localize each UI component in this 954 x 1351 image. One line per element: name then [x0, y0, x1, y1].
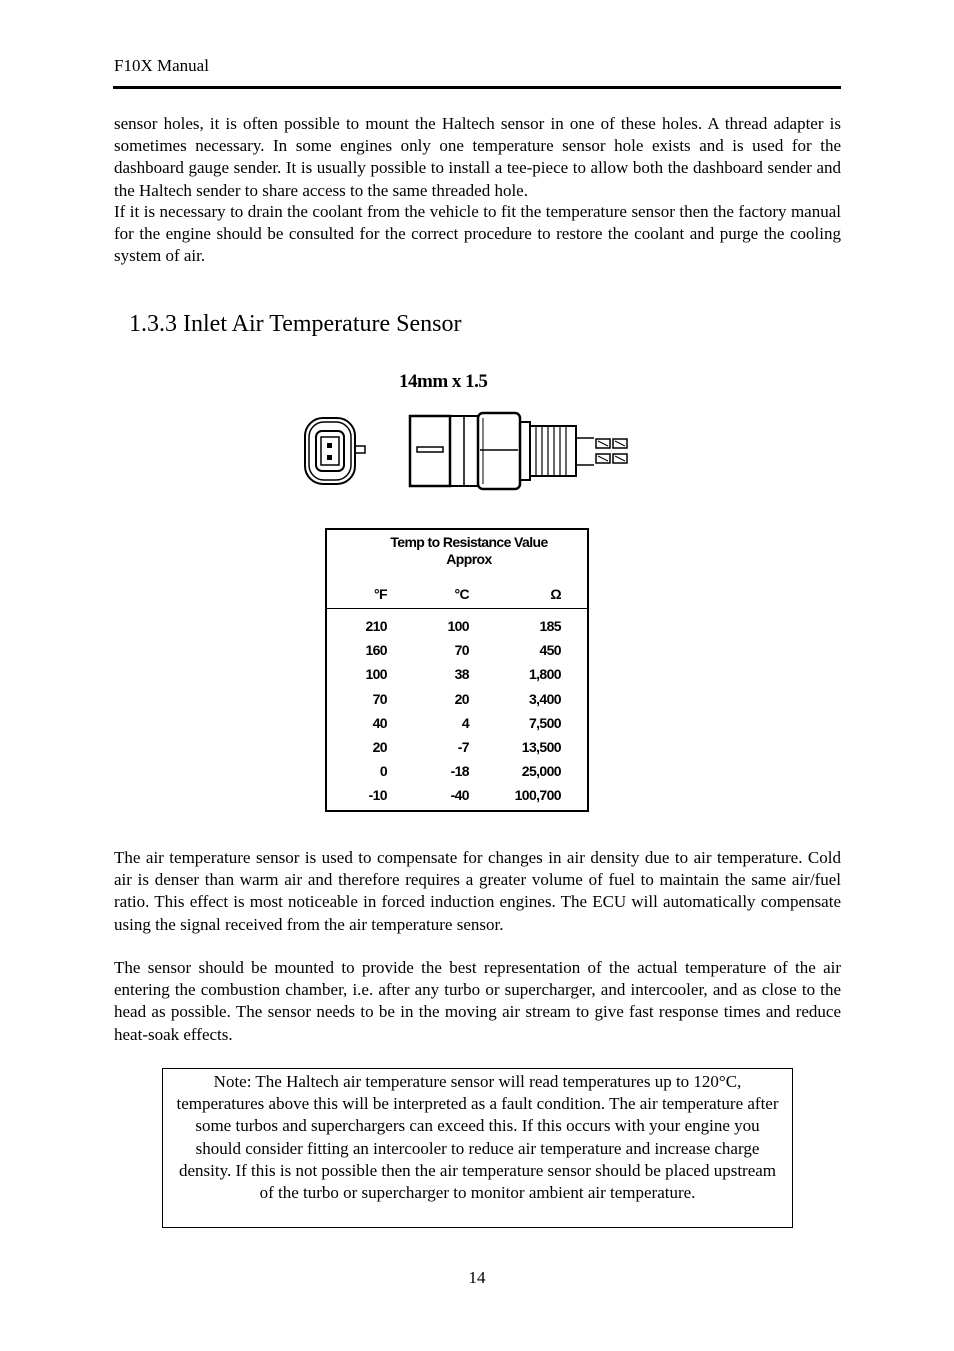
cell-fahrenheit: 100 [365, 666, 387, 683]
connector-end-view [305, 418, 365, 484]
cell-celsius: 38 [454, 666, 469, 683]
table-row [327, 715, 587, 739]
cell-fahrenheit: 210 [365, 618, 387, 634]
table-row [327, 642, 587, 666]
table-row [327, 691, 587, 715]
cell-fahrenheit: 160 [365, 642, 387, 659]
resistance-table [325, 528, 589, 812]
cell-fahrenheit: 40 [372, 714, 387, 731]
body-paragraph-1: The air temperature sensor is used to compensate for changes in air density due to air temperature. Cold air is denser than warm air and therefore requires a greater volume of fuel to maintain the same air/fuel ratio. This effect is most noticeable in forced induction engines. The ECU will automatically compensate using the signal received from the air temperature sensor. [114, 848, 841, 934]
intro-paragraph-2: If it is necessary to drain the coolant from the vehicle to fit the temperature sensor then the factory manual for the engine should be consulted for the correct procedure to restore the coolant and purge the cooling system of air. [114, 202, 841, 266]
cell-ohms: 100,700 [514, 787, 561, 804]
column-header-ohms: Ω [550, 586, 561, 602]
table-row [327, 763, 587, 787]
table-row [327, 618, 587, 642]
resistance-table-title-line2: Approx [446, 551, 492, 567]
cell-celsius: -40 [450, 787, 469, 804]
cell-fahrenheit: 20 [372, 738, 387, 755]
sensor-drawing [300, 410, 640, 492]
sensor-side-view [410, 413, 627, 489]
cell-celsius: 70 [454, 642, 469, 659]
cell-celsius: -18 [450, 763, 469, 780]
page-number: 14 [468, 1268, 486, 1287]
cell-ohms: 25,000 [521, 763, 561, 780]
cell-celsius: 4 [461, 714, 469, 731]
resistance-table-header [327, 586, 587, 606]
resistance-table-title-line1: Temp to Resistance Value [390, 534, 548, 550]
resistance-table-divider [327, 608, 587, 609]
cell-fahrenheit: 0 [379, 763, 387, 780]
resistance-table-title [327, 534, 587, 568]
column-header-fahrenheit: °F [374, 586, 387, 602]
cell-fahrenheit: 70 [372, 690, 387, 707]
page-header-title: F10X Manual [114, 56, 209, 75]
body-paragraph-2: The sensor should be mounted to provide the best representation of the actual temperature of the air entering the combustion chamber, i.e. after any turbo or supercharger, and intercooler, and as close to the head as possible. The sensor needs to be in the moving air stream to give fast response times and reduce heat-soak effects. [114, 958, 841, 1044]
cell-fahrenheit: -10 [368, 787, 387, 804]
cell-ohms: 13,500 [521, 738, 561, 755]
cell-celsius: 100 [447, 618, 469, 634]
cell-celsius: 20 [454, 690, 469, 707]
cell-ohms: 450 [539, 642, 561, 659]
resistance-table-body [327, 618, 587, 812]
cell-ohms: 3,400 [528, 690, 561, 707]
table-row [327, 739, 587, 763]
cell-ohms: 1,800 [528, 666, 561, 683]
thread-dimension-label: 14mm x 1.5 [399, 371, 488, 392]
cell-ohms: 7,500 [528, 714, 561, 731]
intro-paragraph-1: sensor holes, it is often possible to mount the Haltech sensor in one of these holes. A thread adapter is sometimes necessary. In some engines only one temperature sensor hole exists and is used for the dashboard gauge sender. It is usually possible to install a tee-piece to allow both the dashboard sender and the Haltech sender to share access to the same threaded hole. [114, 114, 841, 200]
note-box: Note: The Haltech air temperature sensor will read temperatures up to 120°C, temperatures above this will be interpreted as a fault condition. The air temperature after some turbos and superchargers can exceed this. If this occurs with your engine you should consider fitting an intercooler to reduce air temperature and increase charge density. If this is not possible then the air temperature sensor should be placed upstream of the turbo or supercharger to monitor ambient air temperature. [162, 1068, 793, 1228]
header-rule [113, 86, 841, 89]
column-header-celsius: °C [454, 586, 469, 602]
cell-ohms: 185 [539, 618, 561, 634]
section-title: 1.3.3 Inlet Air Temperature Sensor [129, 311, 462, 337]
cell-celsius: -7 [457, 738, 469, 755]
table-row [327, 787, 587, 811]
table-row [327, 666, 587, 690]
